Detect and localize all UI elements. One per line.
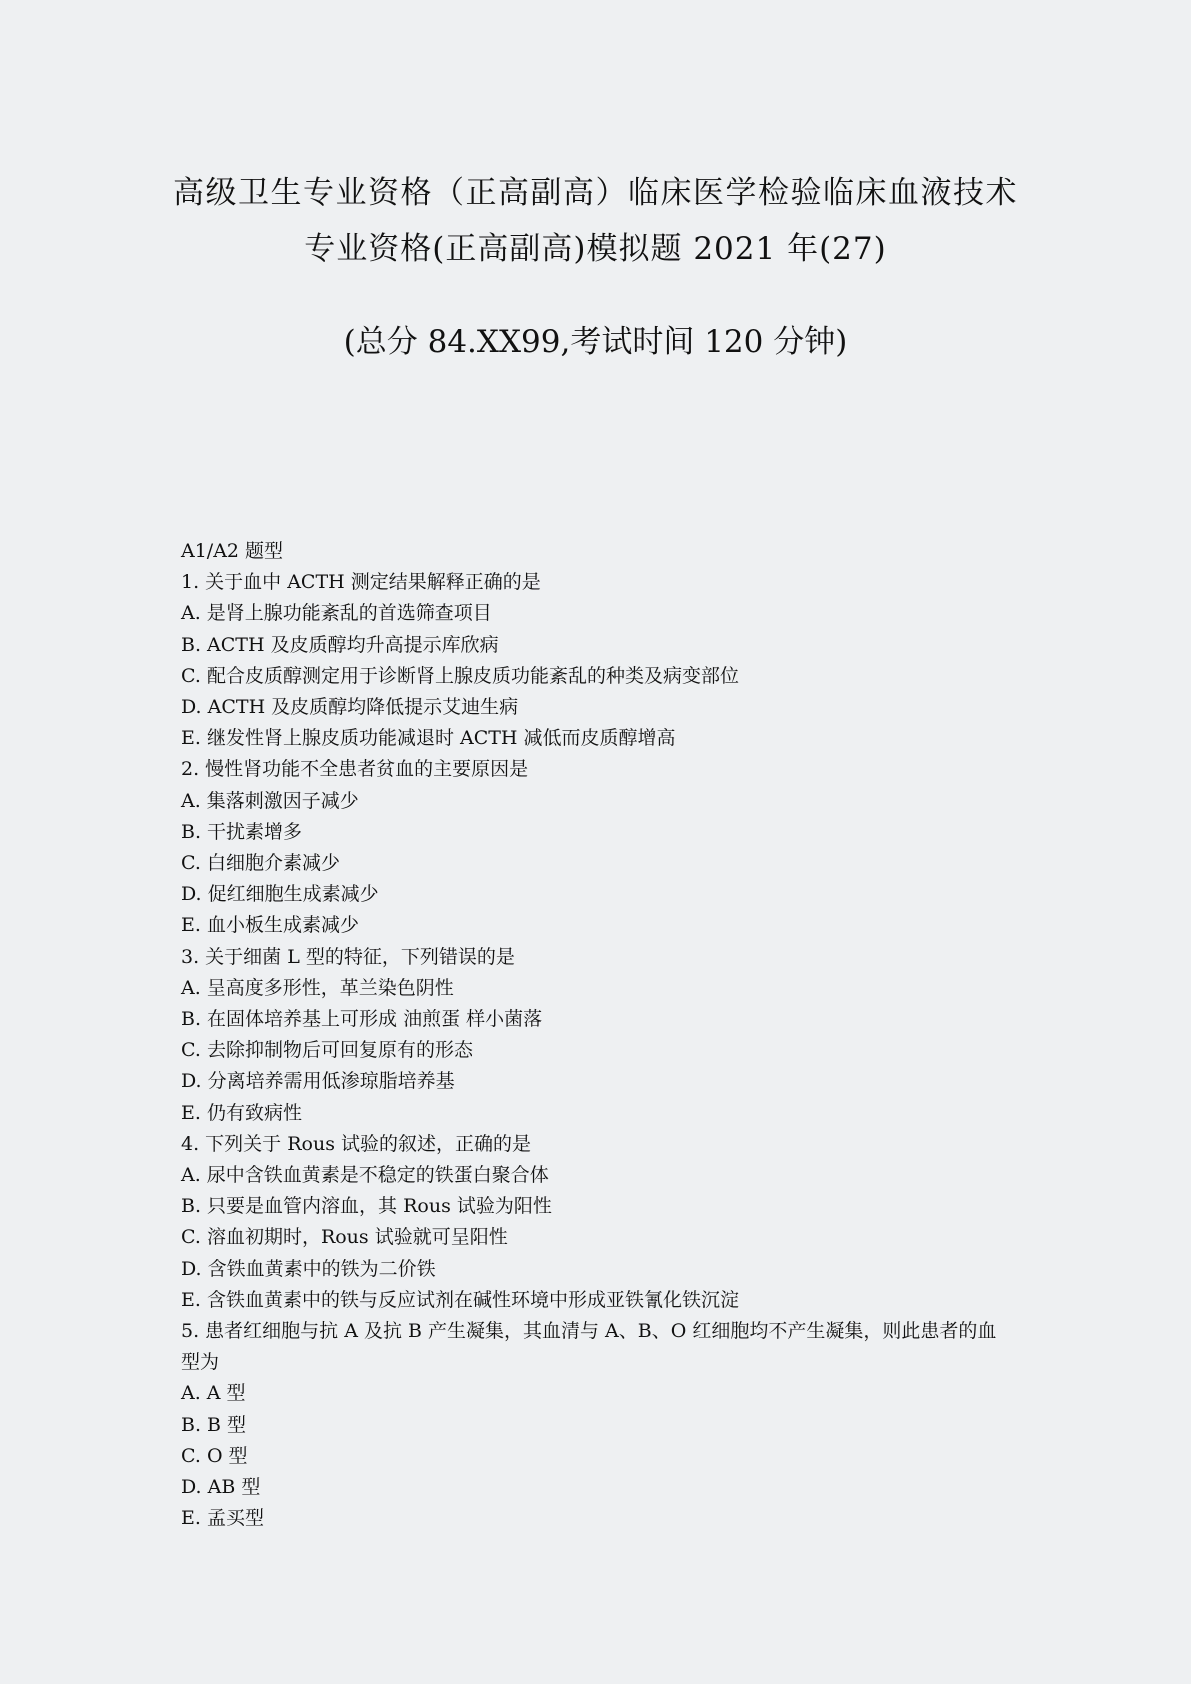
option-e: E. 含铁血黄素中的铁与反应试剂在碱性环境中形成亚铁氰化铁沉淀 [181,1288,739,1311]
option-e: E. 仍有致病性 [181,1101,302,1124]
option-b: B. ACTH 及皮质醇均升高提示库欣病 [181,633,499,656]
option-b: B. 在固体培养基上可形成 油煎蛋 样小菌落 [181,1008,543,1031]
question-5 [181,1316,1011,1534]
option-a: A. 是肾上腺功能紊乱的首选筛查项目 [181,602,492,625]
option-d: D. 含铁血黄素中的铁为二价铁 [181,1257,436,1280]
question-4 [181,1129,1011,1316]
option-a: A. A 型 [181,1382,246,1405]
option-d: D. 分离培养需用低渗琼脂培养基 [181,1070,455,1093]
question-3 [181,942,1011,1129]
option-e: E. 继发性肾上腺皮质功能减退时 ACTH 减低而皮质醇增高 [181,727,676,750]
title-block [0,165,1191,277]
question-stem: 1. 关于血中 ACTH 测定结果解释正确的是 [181,571,541,594]
question-list [181,536,1011,1535]
document-title-line2: 专业资格(正高副高)模拟题 2021 年(27) [304,231,887,267]
document-title-line1: 高级卫生专业资格（正高副高）临床医学检验临床血液技术 [173,175,1018,211]
question-stem: 4. 下列关于 Rous 试验的叙述，正确的是 [181,1132,531,1155]
option-e: E. 血小板生成素减少 [181,914,359,937]
question-stem: 3. 关于细菌 L 型的特征，下列错误的是 [181,945,515,968]
option-b: B. 干扰素增多 [181,820,303,843]
option-c: C. O 型 [181,1444,248,1467]
option-b: B. 只要是血管内溶血，其 Rous 试验为阳性 [181,1195,552,1218]
option-c: C. 白细胞介素减少 [181,852,340,875]
question-2 [181,754,1011,941]
exam-info: (总分 84.XX99,考试时间 120 分钟) [343,324,848,360]
option-d: D. ACTH 及皮质醇均降低提示艾迪生病 [181,696,519,719]
question-stem: 2. 慢性肾功能不全患者贫血的主要原因是 [181,758,529,781]
question-1 [181,567,1011,754]
option-d: D. AB 型 [181,1476,261,1499]
option-e: E. 孟买型 [181,1507,264,1530]
option-a: A. 尿中含铁血黄素是不稳定的铁蛋白聚合体 [181,1164,549,1187]
option-a: A. 呈高度多形性，革兰染色阴性 [181,976,454,999]
option-d: D. 促红细胞生成素减少 [181,883,379,906]
option-c: C. 溶血初期时，Rous 试验就可呈阳性 [181,1226,508,1249]
section-heading: A1/A2 题型 [181,540,284,562]
question-stem: 5. 患者红细胞与抗 A 及抗 B 产生凝集，其血清与 A、B、O 红细胞均不产生凝集，则此患者的血型为 [181,1320,997,1374]
option-c: C. 配合皮质醇测定用于诊断肾上腺皮质功能紊乱的种类及病变部位 [181,664,739,687]
option-a: A. 集落刺激因子减少 [181,789,359,812]
option-b: B. B 型 [181,1413,247,1436]
option-c: C. 去除抑制物后可回复原有的形态 [181,1039,473,1062]
